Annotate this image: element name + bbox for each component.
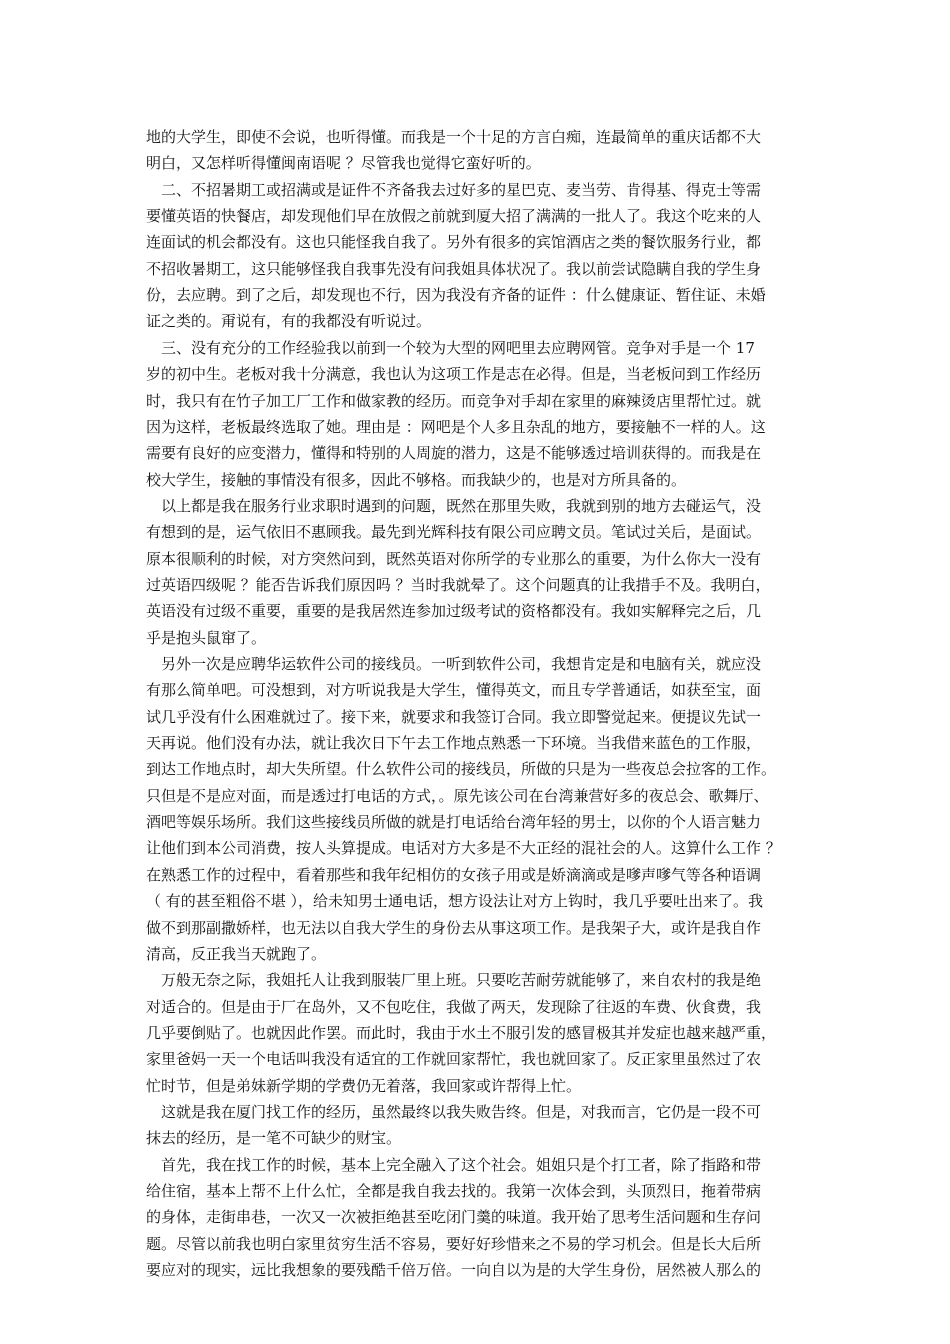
text-line: 试几乎没有什么困难就过了。接下来，就要求和我签订合同。我立即警觉起来。便提议先试一 (146, 707, 762, 726)
text-line: 给住宿，基本上帮不上什么忙，全都是我自我去找的。我第一次体会到，头顶烈日，拖着带病 (146, 1182, 762, 1200)
text-line: 首先，我在找工作的时候，基本上完全融入了这个社会。姐姐只是个打工者，除了指路和带 (146, 1155, 762, 1174)
text-line: 英语没有过级不重要，重要的是我居然连参加过级考试的资格都没有。我如实解释完之后，几 (146, 602, 762, 621)
text-line: 因为这样，老板最终选取了她。理由是 ：网吧是个人多且杂乱的地方，要接触不一样的人。这 (146, 417, 766, 436)
text-line: 三、没有充分的工作经验我以前到一个较为大型的网吧里去应聘网管。竞争对手是一个 17 (146, 338, 755, 357)
text-line: 忙时节，但是弟妹新学期的学费仍无着落，我回家或许帮得上忙。 (146, 1076, 582, 1095)
text-line: 份，去应聘。到了之后，却发现也不行，因为我没有齐备的证件 ：什么健康证、暂住证、未婚 (146, 286, 766, 305)
text-line: 乎是抱头鼠窜了。 (146, 628, 267, 647)
text-line: 校大学生，接触的事情没有很多，因此不够格。而我缺少的，也是对方所具备的。 (146, 470, 687, 489)
text-line: 明白，又怎样听得懂闽南语呢 ？尽管我也觉得它蛮好听的。 (146, 154, 541, 173)
text-line: 清高，反正我当天就跑了。 (146, 944, 327, 963)
text-line: 到达工作地点时，却大失所望。什么软件公司的接线员，所做的只是为一些夜总会拉客的工作。 (146, 760, 777, 779)
text-line: 有那么简单吧。可没想到，对方听说我是大学生，懂得英文，而且专学普通话，如获至宝，面 (146, 681, 762, 700)
text-line: 证之类的。甭说有，有的我都没有听说过。 (146, 312, 432, 331)
text-line: 题。尽管以前我也明白家里贫穷生活不容易，要好好珍惜来之不易的学习机会。但是长大后所 (146, 1234, 762, 1253)
text-line: 时，我只有在竹子加工厂工作和做家教的经历。而竞争对手却在家里的麻辣烫店里帮忙过。就 (146, 391, 762, 410)
text-line: 以上都是我在服务行业求职时遇到的问题，既然在那里失败，我就到别的地方去碰运气，没 (146, 496, 762, 515)
text-line: 万般无奈之际，我姐托人让我到服装厂里上班。只要吃苦耐劳就能够了，来自农村的我是绝 (146, 971, 762, 990)
text-line: 需要有良好的应变潜力，懂得和特别的人周旋的潜力，这是不能够透过培训获得的。而我是在 (146, 444, 762, 463)
text-line: 酒吧等娱乐场所。我们这些接线员所做的就是打电话给台湾年轻的男士，以你的个人语言魅力 (146, 813, 762, 832)
text-line: （ 有的甚至粗俗不堪 ），给未知男士通电话，想方设法让对方上钩时，我几乎要吐出来了。我 (146, 892, 764, 911)
text-line: 连面试的机会都没有。这也只能怪我自我了。另外有很多的宾馆酒店之类的餐饮服务行业，都 (146, 233, 762, 252)
text-line: 对适合的。但是由于厂在岛外，又不包吃住，我做了两天，发现除了往返的车费、伙食费，我 (146, 997, 762, 1016)
text-line: 天再说。他们没有办法，就让我次日下午去工作地点熟悉一下环境。当我借来蓝色的工作服， (146, 734, 762, 753)
text-line: 二、不招暑期工或招满或是证件不齐备我去过好多的星巴克、麦当劳、肯得基、得克士等需 (146, 180, 762, 199)
text-line: 另外一次是应聘华运软件公司的接线员。一听到软件公司，我想肯定是和电脑有关，就应没 (146, 655, 762, 673)
text-line: 原本很顺利的时候，对方突然问到，既然英语对你所学的专业那么的重要，为什么你大一没有 (146, 549, 762, 568)
text-line: 过英语四级呢 ？能否告诉我们原因吗 ？当时我就晕了。这个问题真的让我措手不及。我明白， (146, 575, 771, 594)
text-line: 家里爸妈一天一个电话叫我没有适宜的工作就回家帮忙，我也就回家了。反正家里虽然过了农 (146, 1050, 762, 1069)
text-line: 几乎要倒贴了。也就因此作罢。而此时，我由于水土不服引发的感冒极其并发症也越来越严重， (146, 1023, 777, 1042)
text-line: 在熟悉工作的过程中，看着那些和我年纪相仿的女孩子用或是娇滴滴或是嗲声嗲气等各种语调 (146, 865, 762, 884)
text-line: 不招收暑期工，这只能够怪我自我事先没有问我姐具体状况了。我以前尝试隐瞒自我的学生身 (146, 259, 762, 278)
text-line: 只但是不是应对面，而是透过打电话的方式，。原先该公司在台湾兼营好多的夜总会、歌舞厅、 (146, 786, 769, 805)
text-line: 抹去的经历，是一笔不可缺少的财宝。 (146, 1129, 402, 1148)
text-line: 做不到那副撒娇样，也无法以自我大学生的身份去从事这项工作。是我架子大，或许是我自作 (146, 918, 762, 937)
text-line: 让他们到本公司消费，按人头算提成。电话对方大多是不大正经的混社会的人。这算什么工作 ？ (146, 839, 781, 858)
text-line: 要应对的现实，远比我想象的要残酷千倍万倍。一向自以为是的大学生身份，居然被人那么的 (146, 1261, 762, 1280)
text-line: 要懂英语的快餐店，却发现他们早在放假之前就到厦大招了满满的一批人了。我这个吃来的人 (146, 207, 762, 226)
text-line: 岁的初中生。老板对我十分满意，我也认为这项工作是志在必得。但是，当老板问到工作经历 (146, 365, 762, 384)
text-line: 这就是我在厦门找工作的经历，虽然最终以我失败告终。但是，对我而言，它仍是一段不可 (146, 1102, 762, 1121)
text-line: 有想到的是，运气依旧不惠顾我。最先到光辉科技有限公司应聘文员。笔试过关后，是面试。 (146, 523, 762, 542)
text-line: 地的大学生，即使不会说，也听得懂。而我是一个十足的方言白痴，连最简单的重庆话都不大 (146, 128, 762, 146)
text-line: 的身体，走街串巷，一次又一次被拒绝甚至吃闭门羹的味道。我开始了思考生活问题和生存问 (146, 1208, 762, 1227)
